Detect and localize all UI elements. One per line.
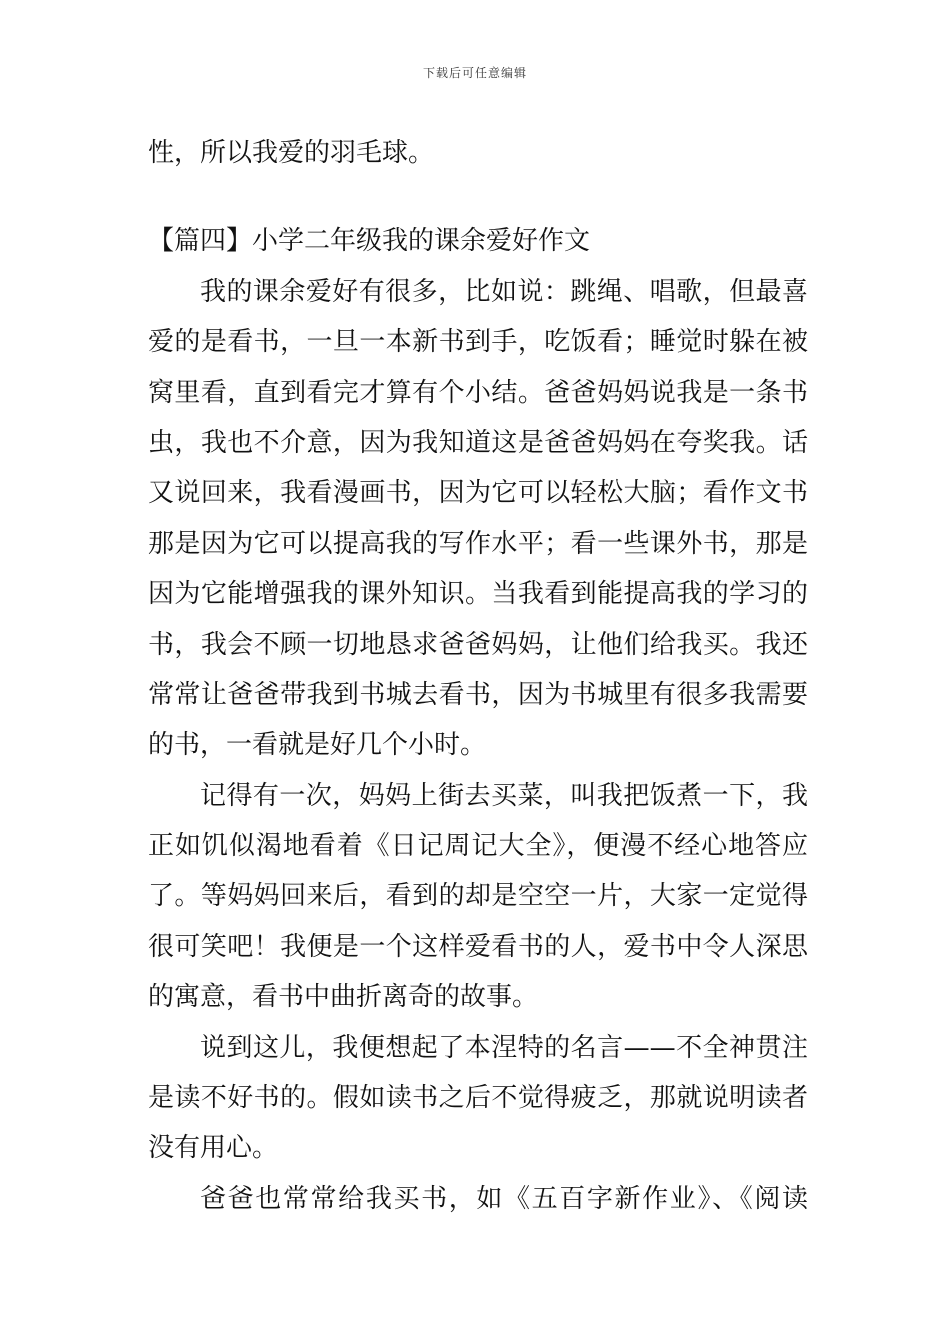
text-line: 窝里看，直到看完才算有个小结。爸爸妈妈说我是一条书 <box>148 377 808 408</box>
text-line: 很可笑吧！我便是一个这样爱看书的人，爱书中令人深思 <box>148 931 808 962</box>
text-line: 没有用心。 <box>148 1133 279 1164</box>
text-line: 爸爸也常常给我买书，如《五百字新作业》、《阅读 <box>200 1183 808 1214</box>
page-header: 下载后可任意编辑 <box>422 66 527 80</box>
text-line: 爱的是看书，一旦一本新书到手，吃饭看；睡觉时躲在被 <box>148 327 808 358</box>
text-line: 正如饥似渴地看着《日记周记大全》，便漫不经心地答应 <box>148 831 808 862</box>
text-line: 了。等妈妈回来后，看到的却是空空一片，大家一定觉得 <box>148 881 808 912</box>
text-line: 是读不好书的。假如读书之后不觉得疲乏，那就说明读者 <box>148 1083 808 1114</box>
paragraph <box>148 1174 808 1224</box>
document-body <box>148 128 808 1224</box>
section-title: 【篇四】小学二年级我的课余爱好作文 <box>148 226 591 257</box>
text-line: 那是因为它可以提高我的写作水平；看一些课外书，那是 <box>148 528 808 559</box>
section-gap <box>148 178 808 216</box>
text-line: 书，我会不顾一切地恳求爸爸妈妈，让他们给我买。我还 <box>148 629 808 660</box>
paragraph <box>148 267 808 771</box>
text-line: 常常让爸爸带我到书城去看书，因为书城里有很多我需要 <box>148 679 808 710</box>
text-line: 的书，一看就是好几个小时。 <box>148 730 487 761</box>
text-line: 又说回来，我看漫画书，因为它可以轻松大脑；看作文书 <box>148 478 808 509</box>
text-line: 性，所以我爱的羽毛球。 <box>148 138 435 168</box>
prev-paragraph-tail <box>148 128 808 178</box>
text-line: 记得有一次，妈妈上街去买菜，叫我把饭煮一下，我 <box>200 780 808 811</box>
text-line: 因为它能增强我的课外知识。当我看到能提高我的学习的 <box>148 579 808 610</box>
text-line: 虫，我也不介意，因为我知道这是爸爸妈妈在夸奖我。话 <box>148 427 808 458</box>
text-line: 我的课余爱好有很多，比如说：跳绳、唱歌，但最喜 <box>200 276 808 307</box>
text-line: 的寓意，看书中曲折离奇的故事。 <box>148 982 539 1013</box>
text-line: 说到这儿，我便想起了本涅特的名言——不全神贯注 <box>200 1032 808 1063</box>
paragraph <box>148 771 808 1023</box>
paragraph <box>148 1023 808 1174</box>
